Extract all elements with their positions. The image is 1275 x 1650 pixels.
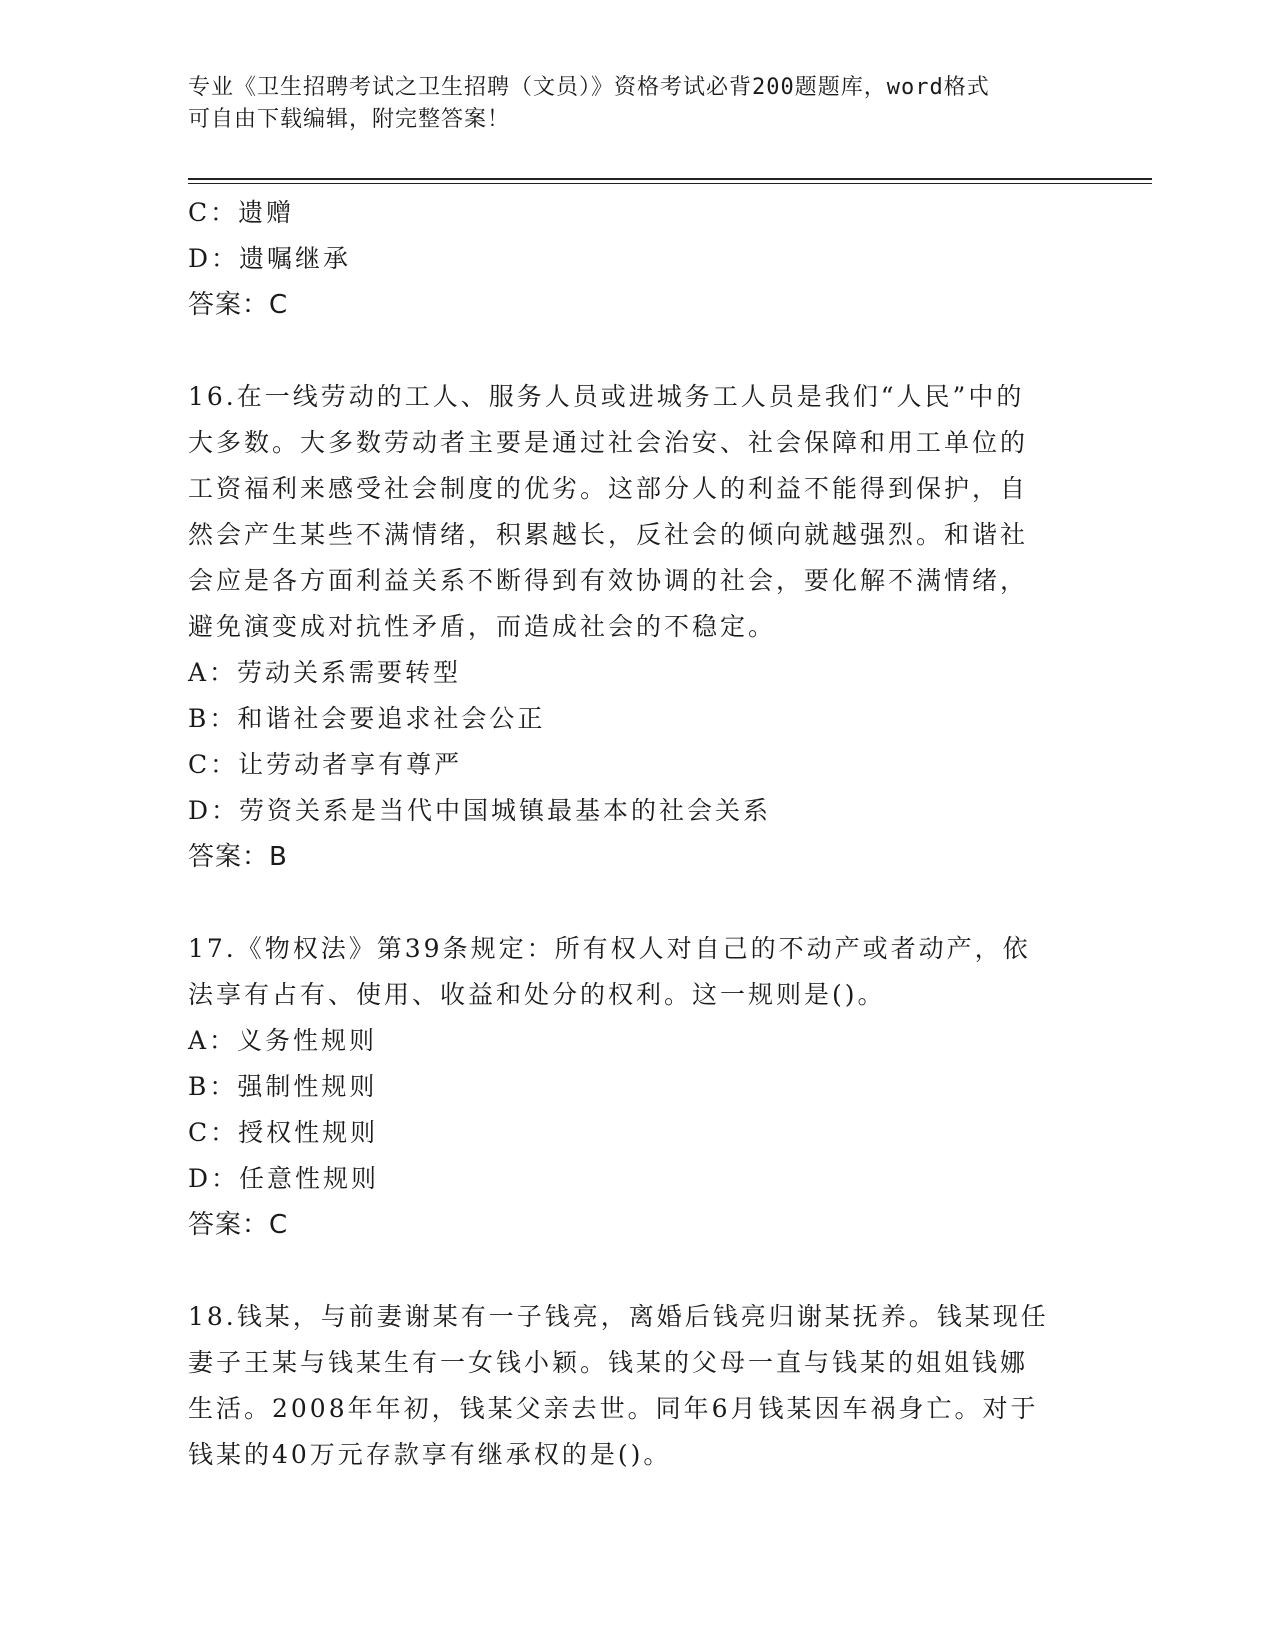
q16-option-b: B：和谐社会要追求社会公正: [188, 704, 546, 733]
q18-text-line: 钱某的40万元存款享有继承权的是()。: [188, 1440, 672, 1469]
header-line-1: 专业《卫生招聘考试之卫生招聘（文员）》资格考试必背200题题库，word格式: [188, 75, 990, 100]
q17-answer: 答案：C: [188, 1210, 289, 1240]
q17-option-a: A：义务性规则: [188, 1026, 378, 1055]
q18-text-line: 18.钱某，与前妻谢某有一子钱亮，离婚后钱亮归谢某抚养。钱某现任: [188, 1302, 1049, 1331]
q16-text-line: 工资福利来感受社会制度的优劣。这部分人的利益不能得到保护，自: [188, 474, 1029, 503]
q16-text-line: 避免演变成对抗性矛盾，而造成社会的不稳定。: [188, 612, 777, 641]
q15-option-c: C：遗赠: [188, 198, 295, 227]
document-header: [188, 72, 1068, 136]
q16-option-a: A：劳动关系需要转型: [188, 658, 462, 687]
q16-text-line: 大多数。大多数劳动者主要是通过社会治安、社会保障和用工单位的: [188, 428, 1029, 457]
spacer: [188, 1248, 1088, 1294]
question-content: [188, 190, 1088, 1478]
q17-option-c: C：授权性规则: [188, 1118, 379, 1147]
q16-text-line: 然会产生某些不满情绪，积累越长，反社会的倾向就越强烈。和谐社: [188, 520, 1029, 549]
q16-text-line: 会应是各方面利益关系不断得到有效协调的社会，要化解不满情绪，: [188, 566, 1029, 595]
q17-option-d: D：任意性规则: [188, 1164, 380, 1193]
header-line-2: 可自由下载编辑，附完整答案！: [188, 107, 511, 132]
q16-answer: 答案：B: [188, 842, 288, 872]
header-divider-thick: [188, 178, 1152, 180]
q18-text-line: 生活。2008年年初，钱某父亲去世。同年6月钱某因车祸身亡。对于: [188, 1394, 1039, 1423]
spacer: [188, 880, 1088, 926]
q18-text-line: 妻子王某与钱某生有一女钱小颖。钱某的父母一直与钱某的姐姐钱娜: [188, 1348, 1029, 1377]
q17-option-b: B：强制性规则: [188, 1072, 378, 1101]
spacer: [188, 328, 1088, 374]
q16-option-d: D：劳资关系是当代中国城镇最基本的社会关系: [188, 796, 772, 825]
q17-text-line: 法享有占有、使用、收益和处分的权利。这一规则是()。: [188, 980, 886, 1009]
q16-text-line: 16.在一线劳动的工人、服务人员或进城务工人员是我们“人民”中的: [188, 382, 1025, 411]
header-divider-thin: [188, 183, 1152, 184]
q15-answer: 答案：C: [188, 290, 289, 320]
q15-option-d: D：遗嘱继承: [188, 244, 352, 273]
q16-option-c: C：让劳动者享有尊严: [188, 750, 463, 779]
q17-text-line: 17.《物权法》第39条规定：所有权人对自己的不动产或者动产，依: [188, 934, 1031, 963]
